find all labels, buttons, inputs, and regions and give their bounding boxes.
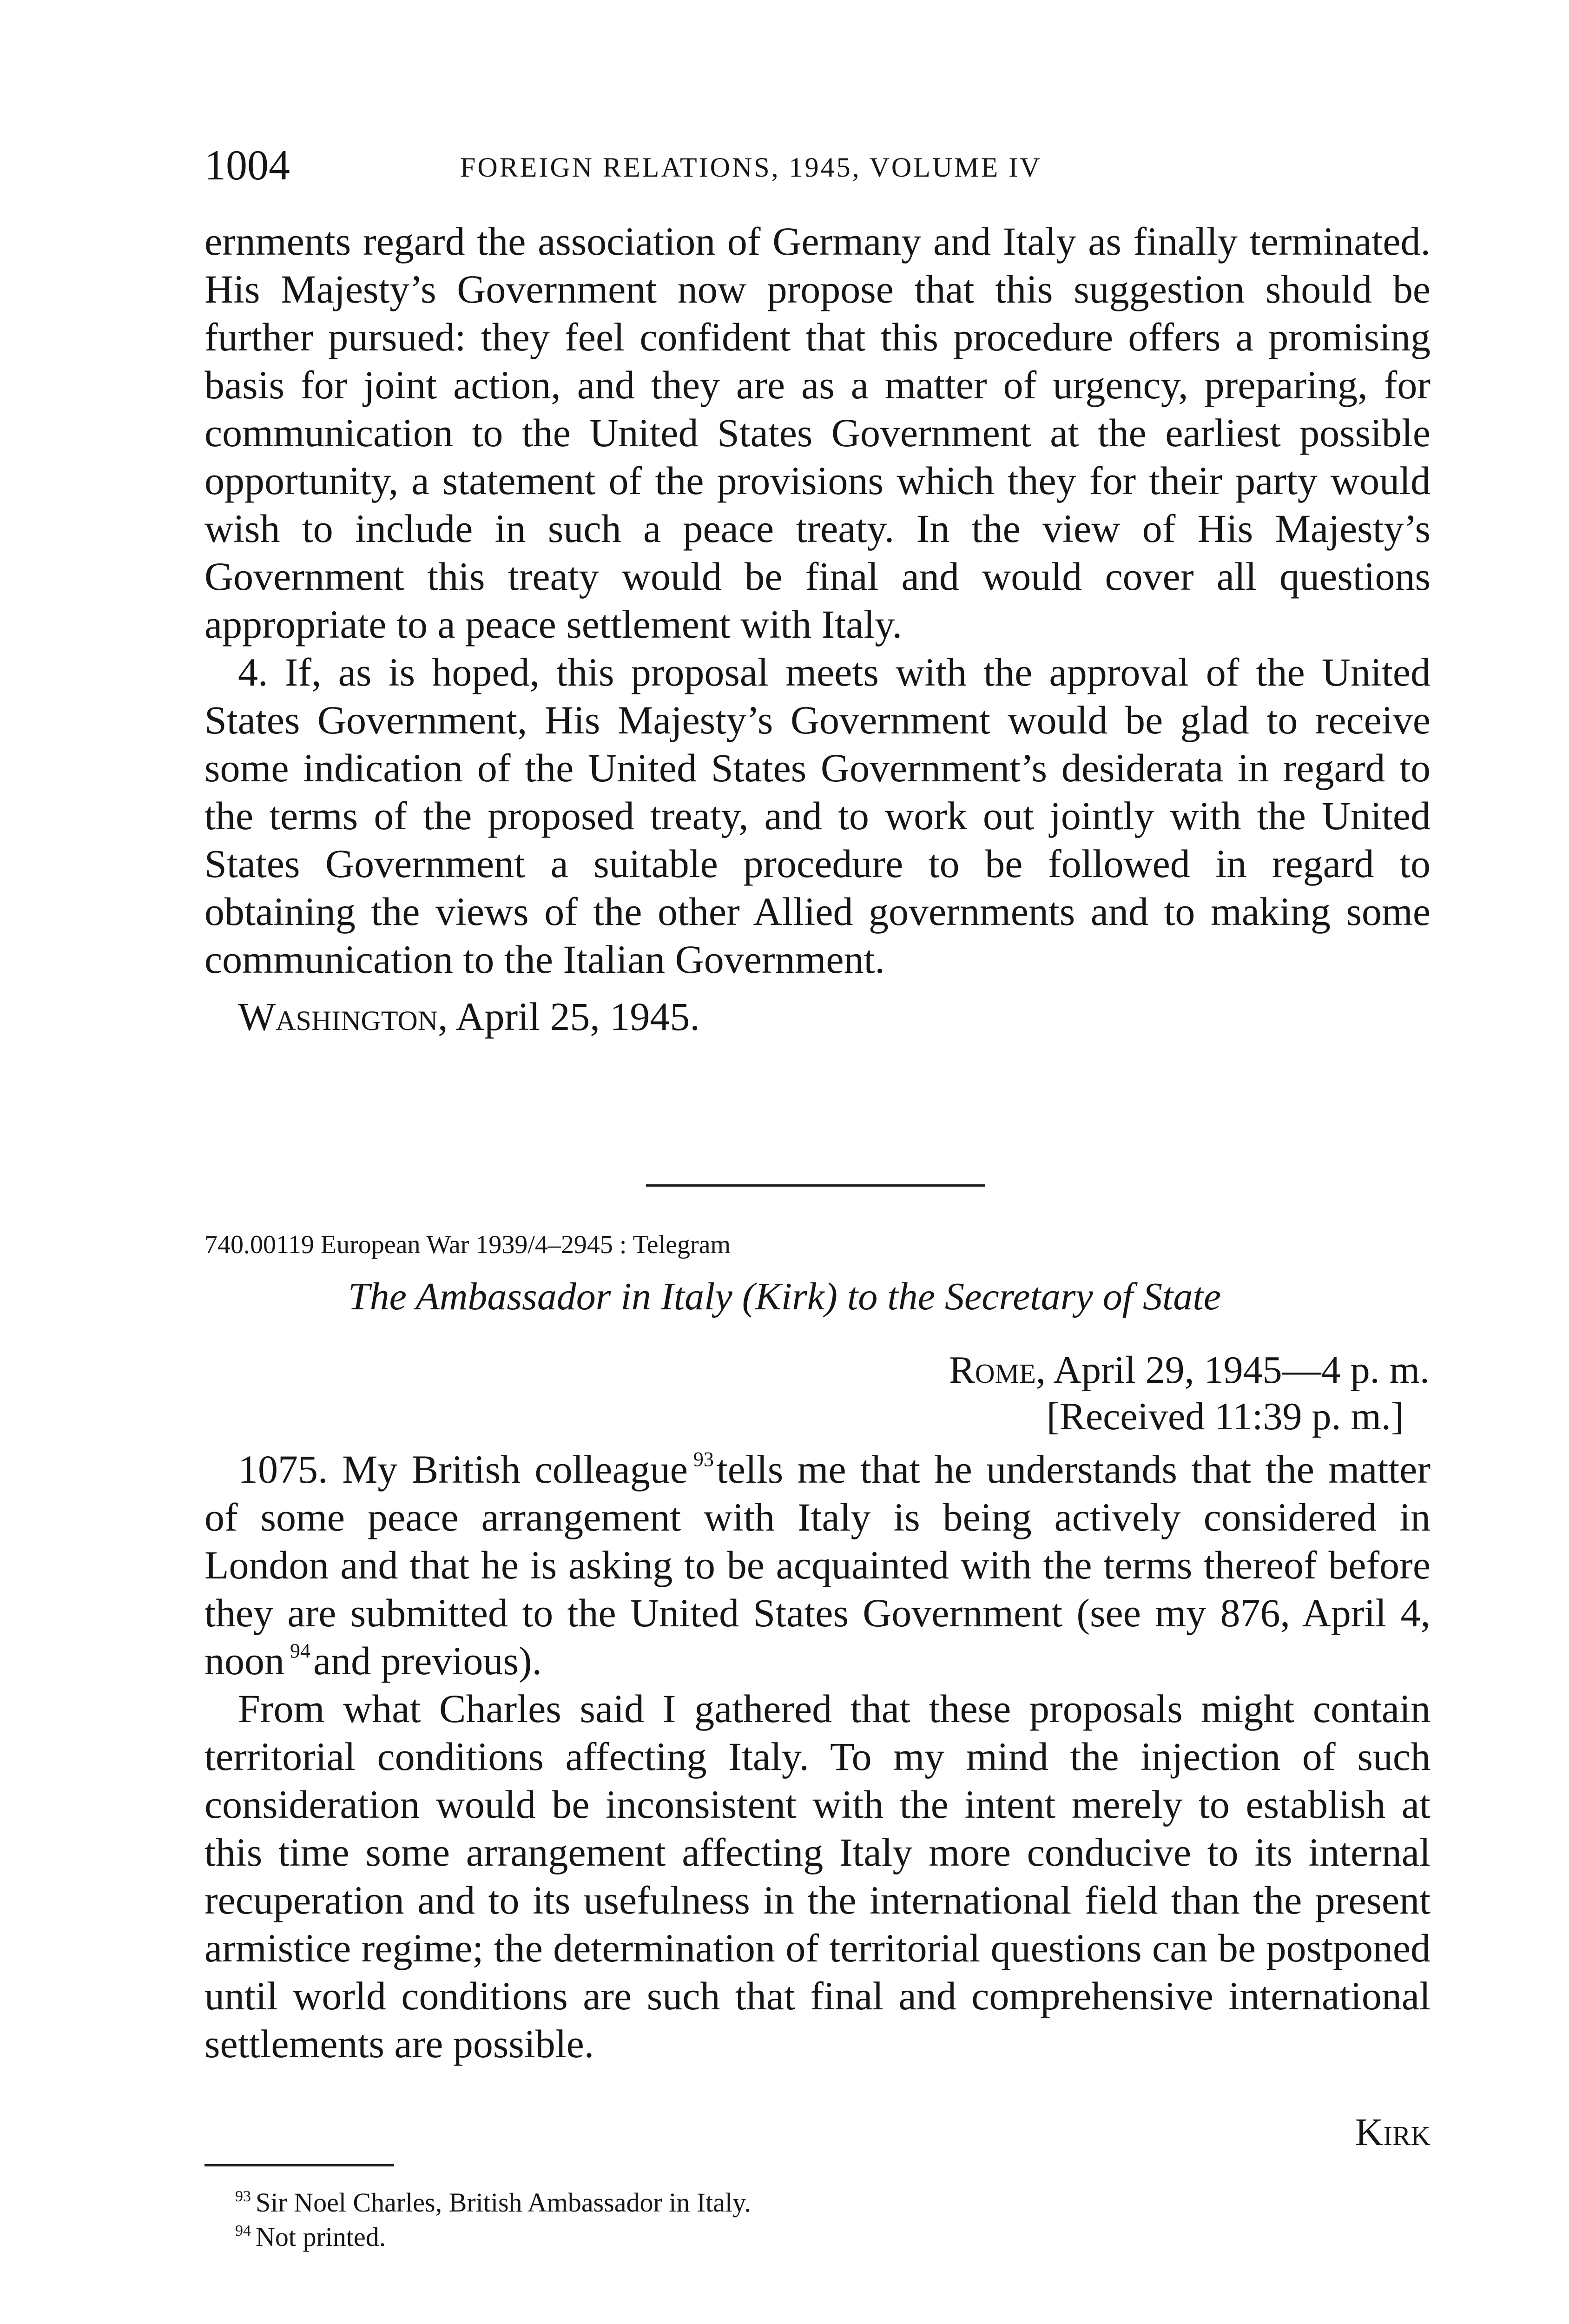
document-title: The Ambassador in Italy (Kirk) to the Secretary of State (348, 1275, 1221, 1318)
rome-dateline (949, 1347, 1430, 1440)
page-number: 1004 (204, 141, 290, 189)
section-divider (646, 1184, 985, 1187)
paragraph-text: and previous). (313, 1638, 542, 1683)
footnote-divider (204, 2164, 394, 2166)
dateline-date: April 25, 1945. (455, 994, 700, 1039)
telegram-paragraph-1 (204, 1446, 1431, 1685)
telegram-paragraph-2: From what Charles said I gathered that these proposals might contain territorial conditions affecting Italy. To my mind the injection of such consideration would be inconsistent with the intent merely to establish at this time some arrangement affecting Italy more conducive to its internal recuperation and to its usefulness in the international field than the present armistice regime; the determination of territorial questions can be postponed until world conditions are such that final and comprehensive international settlements are possible. (204, 1686, 1431, 2066)
file-reference: 740.00119 European War 1939/4–2945 : Telegram (204, 1230, 731, 1259)
footnote-text: Not printed. (256, 2222, 386, 2252)
dateline-date: April 29, 1945—4 p. m. (1053, 1348, 1430, 1392)
page-header (204, 139, 1441, 191)
telegram-body (204, 1446, 1431, 2068)
dateline-line (949, 1348, 1430, 1392)
footnote-94 (235, 2220, 1351, 2254)
received-time: [Received 11:39 p. m.] (1046, 1395, 1404, 1438)
footnotes (235, 2185, 1351, 2254)
signature: Kirk (1355, 2111, 1431, 2154)
top-section (204, 218, 1431, 1041)
paragraph-4: 4. If, as is hoped, this proposal meets with the approval of the United States Government, His Majesty’s Government would be glad to receive some indication of the United States Government’s desiderata in regard to the terms of the proposed treaty, and to work out jointly with the United States Government a suitable procedure to be followed in regard to obtaining the views of the other Allied governments and to making some communication to the Italian Government. (204, 650, 1431, 982)
footnote-ref-93: 93 (693, 1448, 714, 1471)
dateline-place: Rome, (949, 1348, 1046, 1392)
running-head: FOREIGN RELATIONS, 1945, VOLUME IV (460, 152, 1042, 183)
footnote-ref-94: 94 (290, 1639, 310, 1662)
dateline-place: Washington, (238, 994, 448, 1039)
footnote-93 (235, 2185, 1351, 2220)
footnote-mark: 93 (235, 2188, 251, 2205)
washington-dateline (204, 993, 1431, 1041)
footnote-mark: 94 (235, 2222, 251, 2239)
footnote-text: Sir Noel Charles, British Ambassador in Italy. (256, 2187, 751, 2218)
continued-paragraph: ernments regard the association of Germany and Italy as finally terminated. His Majesty’s Government now propose that this suggestion should be further pursued: they feel confident that this procedure offers a promising basis for joint action, and they are as a matter of urgency, preparing, for communication to the United States Government at the earliest possible opportunity, a statement of the provisions which they for their party would wish to include in such a peace treaty. In the view of His Majesty’s Government this treaty would be final and would cover all questions appropriate to a peace settlement with Italy. (204, 219, 1431, 647)
paragraph-text: 1075. My British colleague (238, 1447, 688, 1492)
paragraph-text: tells me that he understands that the matter of some peace arrangement with Italy is being actively considered in London and that he is asking to be acquainted with the terms thereof before they are submitted to the United States Government (see my 876, April 4, noon (204, 1447, 1431, 1683)
